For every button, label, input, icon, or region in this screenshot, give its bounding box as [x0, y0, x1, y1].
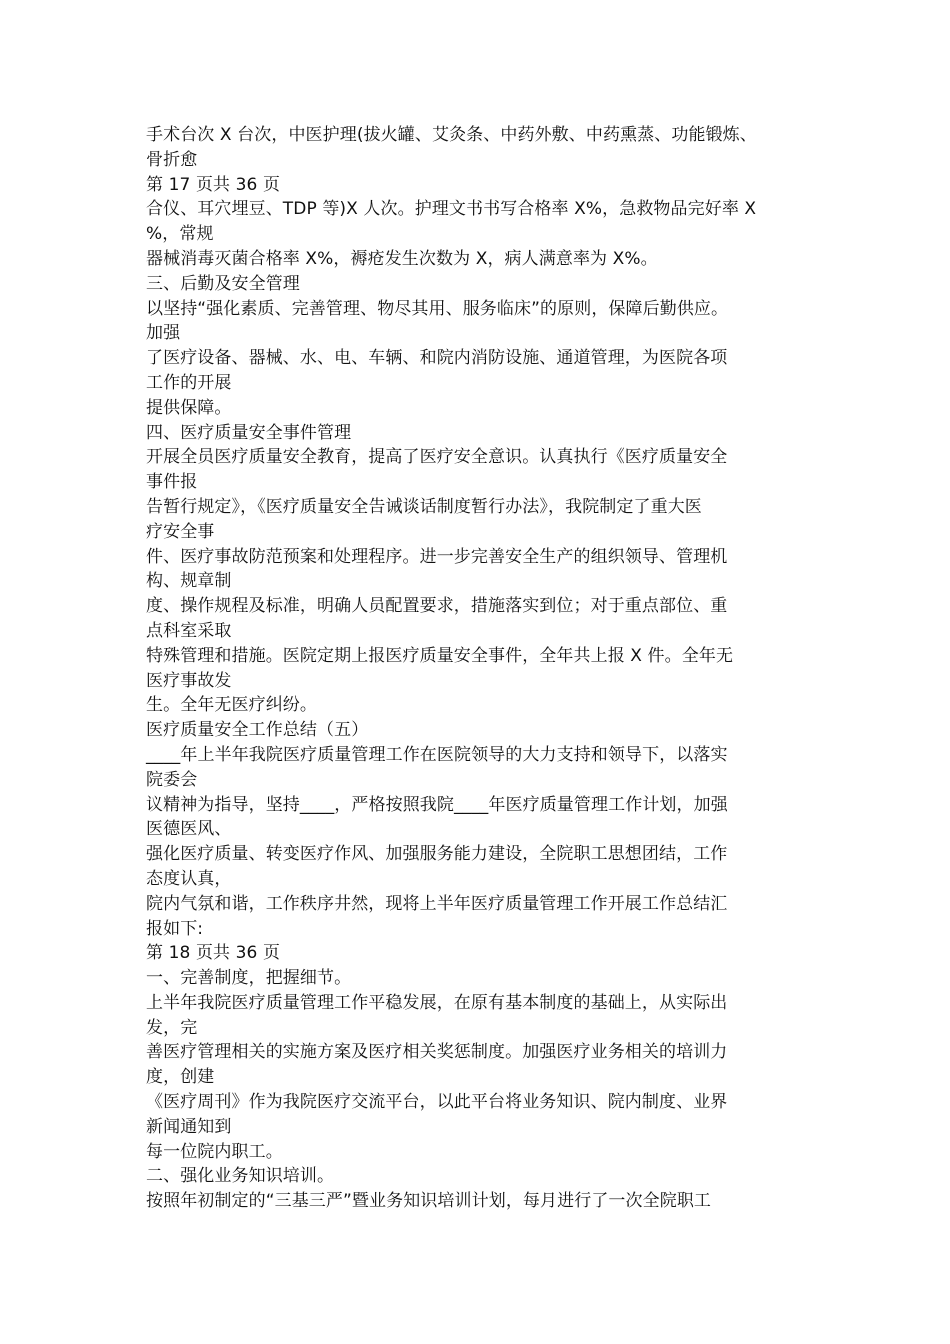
text-line: 点科室采取: [146, 620, 232, 641]
text-line: 院内气氛和谐，工作秩序井然，现将上半年医疗质量管理工作开展工作总结汇: [146, 893, 728, 914]
text-line: 特殊管理和措施。医院定期上报医疗质量安全事件，全年共上报 X 件。全年无: [146, 645, 734, 666]
text-line: 议精神为指导，坚持____，严格按照我院____年医疗质量管理工作计划，加强: [146, 794, 728, 815]
text-line: 以坚持“强化素质、完善管理、物尽其用、服务临床”的原则，保障后勤供应。: [146, 298, 729, 319]
section-heading: 四、医疗质量安全事件管理: [146, 422, 352, 443]
text-line: 善医疗管理相关的实施方案及医疗相关奖惩制度。加强医疗业务相关的培训力: [146, 1042, 728, 1063]
text-line: 强化医疗质量、转变医疗作风、加强服务能力建设，全院职工思想团结，工作: [146, 844, 728, 865]
text-line: %，常规: [146, 224, 214, 245]
text-line: 告暂行规定》，《医疗质量安全告诫谈话制度暂行办法》，我院制定了重大医: [146, 496, 702, 517]
page-number: 第 17 页共 36 页: [146, 174, 281, 195]
section-heading: 三、后勤及安全管理: [146, 273, 300, 294]
section-heading: 二、强化业务知识培训。: [146, 1166, 335, 1187]
text-line: 度，创建: [146, 1067, 215, 1088]
text-line: 疗安全事: [146, 521, 215, 542]
text-line: 提供保障。: [146, 397, 232, 418]
text-line: 院委会: [146, 769, 198, 790]
page-number: 第 18 页共 36 页: [146, 943, 281, 964]
text-line: 按照年初制定的“三基三严”暨业务知识培训计划，每月进行了一次全院职工: [146, 1191, 712, 1212]
text-line: 构、规章制: [146, 571, 232, 592]
text-line: 件、医疗事故防范预案和处理程序。进一步完善安全生产的组织领导、管理机: [146, 546, 728, 567]
text-line: 加强: [146, 323, 181, 344]
text-line: 生。全年无医疗纠纷。: [146, 695, 317, 716]
text-line: 度、操作规程及标准，明确人员配置要求，措施落实到位；对于重点部位、重: [146, 596, 728, 617]
text-line: 态度认真，: [146, 868, 232, 889]
text-line: 医疗事故发: [146, 670, 232, 691]
text-line: 合仪、耳穴埋豆、TDP 等)X 人次。护理文书书写合格率 X%，急救物品完好率 X: [146, 199, 757, 220]
text-line: 器械消毒灭菌合格率 X%，褥疮发生次数为 X，病人满意率为 X%。: [146, 248, 658, 269]
text-line: 事件报: [146, 472, 198, 493]
section-heading: 一、完善制度，把握细节。: [146, 968, 352, 989]
text-line: 报如下:: [146, 918, 204, 939]
document-body: [146, 123, 836, 1214]
text-line: 新闻通知到: [146, 1116, 232, 1137]
text-line: 上半年我院医疗质量管理工作平稳发展，在原有基本制度的基础上，从实际出: [146, 992, 728, 1013]
text-line: 了医疗设备、器械、水、电、车辆、和院内消防设施、通道管理，为医院各项: [146, 348, 728, 369]
text-line: ____年上半年我院医疗质量管理工作在医院领导的大力支持和领导下，以落实: [146, 744, 728, 765]
text-line: 手术台次 X 台次，中医护理(拔火罐、艾灸条、中药外敷、中药熏蒸、功能锻炼、: [146, 125, 757, 145]
section-title: 医疗质量安全工作总结（五）: [146, 720, 369, 741]
text-line: 医德医风、: [146, 819, 232, 840]
text-line: 发，完: [146, 1017, 198, 1038]
text-line: 工作的开展: [146, 372, 232, 393]
text-line: 每一位院内职工。: [146, 1141, 283, 1162]
text-line: 《医疗周刊》作为我院医疗交流平台，以此平台将业务知识、院内制度、业界: [146, 1092, 728, 1113]
text-line: 骨折愈: [146, 149, 198, 170]
text-line: 开展全员医疗质量安全教育，提高了医疗安全意识。认真执行《医疗质量安全: [146, 447, 728, 468]
